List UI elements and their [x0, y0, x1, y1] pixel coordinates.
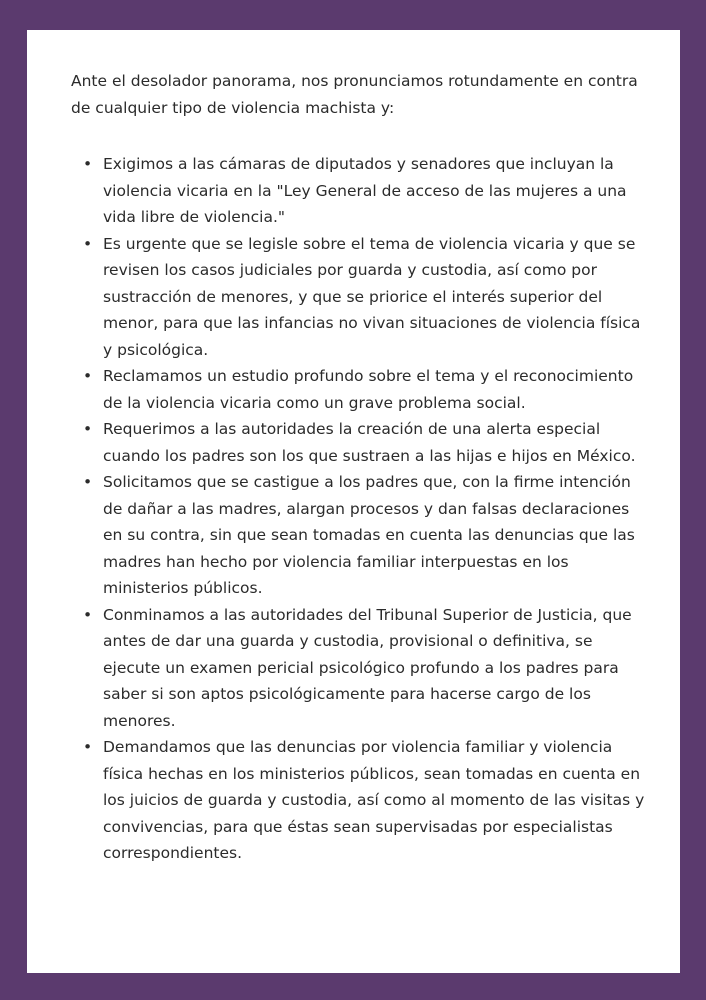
demand-text: Solicitamos que se castigue a los padres que, con la firme intención de dañar a las madres, alargan procesos y dan falsas declaraciones en su contra, sin que sean tomadas en cuenta las denuncias que las madres han hecho por violencia familiar interpuestas en los ministerios públicos.	[103, 473, 635, 597]
demand-text: Conminamos a las autoridades del Tribunal Superior de Justicia, que antes de dar una guarda y custodia, provisional o definitiva, se ejecute un examen pericial psicológico profundo a los padres para saber si son aptos psicológicamente para hacerse cargo de los menores.	[103, 605, 632, 730]
bullet-icon: •	[83, 473, 93, 491]
demand-item	[71, 602, 646, 735]
bullet-icon: •	[83, 155, 93, 173]
bullet-icon: •	[83, 367, 93, 385]
demand-text: Demandamos que las denuncias por violencia familiar y violencia física hechas en los ministerios públicos, sean tomadas en cuenta en los juicios de guarda y custodia, así como al momento de las visitas y convivencias, para que éstas sean supervisadas por especialistas correspondientes.	[103, 738, 645, 862]
document-page	[27, 30, 680, 973]
demand-text: Exigimos a las cámaras de diputados y senadores que incluyan la violencia vicaria en la "Ley General de acceso de las mujeres a una vida libre de violencia."	[103, 155, 627, 226]
demand-item	[71, 416, 646, 469]
bullet-icon: •	[83, 234, 93, 253]
demand-item	[71, 363, 646, 416]
demand-text: Es urgente que se legisle sobre el tema de violencia vicaria y que se revisen los casos judiciales por guarda y custodia, así como por sustracción de menores, y que se priorice el interés superior del menor, para que las infancias no vivan situaciones de violencia física y psicológica.	[103, 234, 641, 359]
demand-item	[71, 734, 646, 867]
bullet-icon: •	[83, 605, 93, 624]
demand-text: Requerimos a las autoridades la creación de una alerta especial cuando los padres son los que sustraen a las hijas e hijos en México.	[103, 420, 636, 465]
demand-item	[71, 231, 646, 364]
demands-list	[71, 151, 646, 867]
bullet-icon: •	[83, 420, 93, 438]
demand-item	[71, 151, 646, 231]
demand-item	[71, 469, 646, 602]
intro-paragraph: Ante el desolador panorama, nos pronunciamos rotundamente en contra de cualquier tipo de violencia machista y:	[71, 72, 638, 117]
demand-text: Reclamamos un estudio profundo sobre el tema y el reconocimiento de la violencia vicaria como un grave problema social.	[103, 367, 634, 412]
bullet-icon: •	[83, 738, 93, 756]
